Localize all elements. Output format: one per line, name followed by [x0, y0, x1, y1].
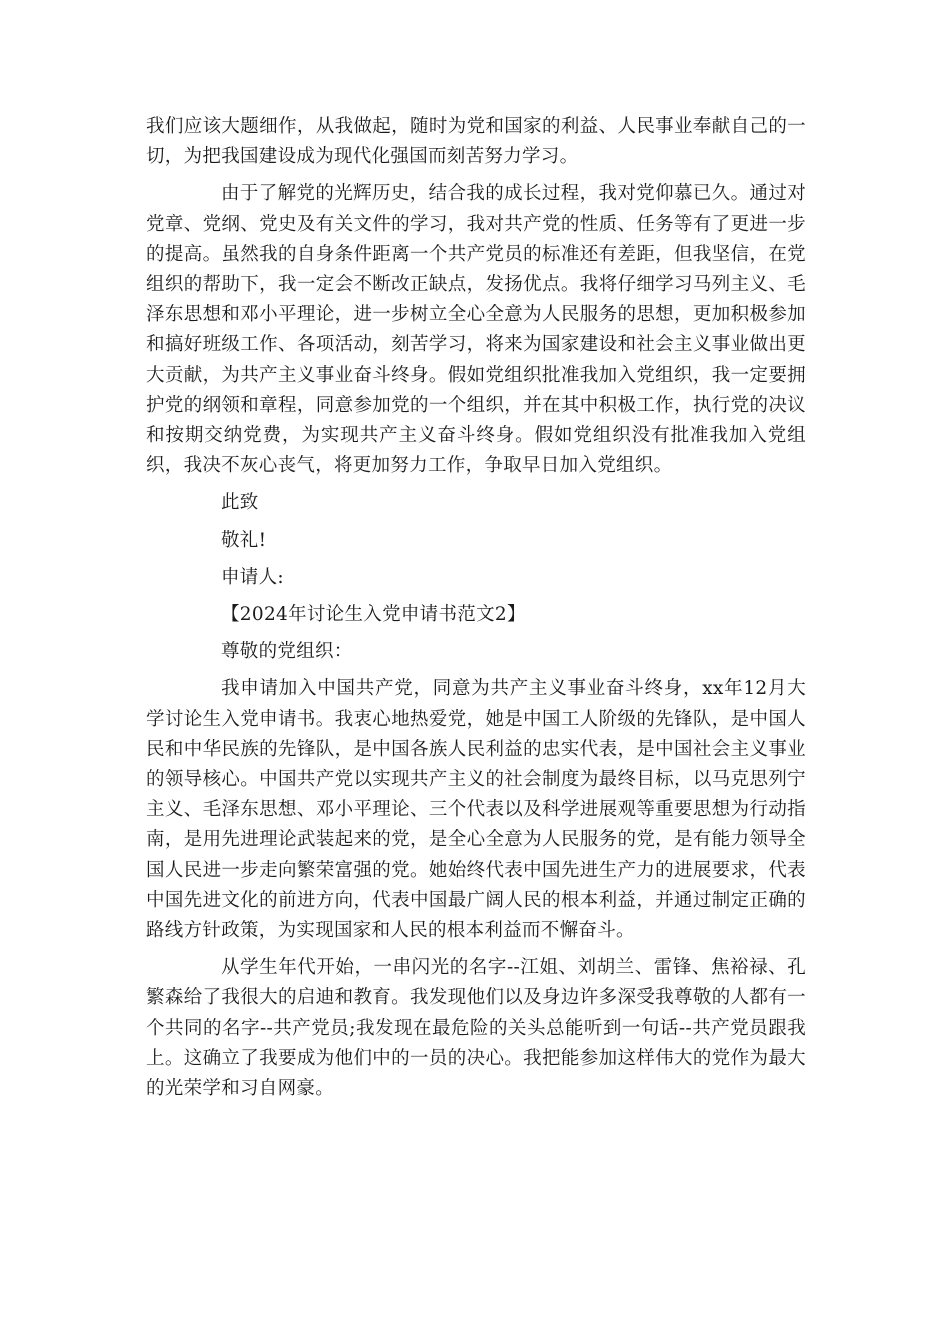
section-title: 【2024年讨论生入党申请书范文2】 [221, 604, 526, 626]
document-body [146, 112, 806, 1111]
paragraph-application: 我申请加入中国共产党，同意为共产主义事业奋斗终身，xx年12月大学讨论生入党申请书。我衷心地热爱党，她是中国工人阶级的先锋队，是中国人民和中华民族的先锋队，是中国各族人民利益的忠实代表，是中国社会主义事业的领导核心。中国共产党以实现共产主义的社会制度为最终目标，以马克思列宁主义、毛泽东思想、邓小平理论、三个代表以及科学进展观等重要思想为行动指南，是用先进理论武装起来的党，是全心全意为人民服务的党，是有能力领导全国人民进一步走向繁荣富强的党。她始终代表中国先进生产力的进展要求，代表中国先进文化的前进方向，代表中国最广阔人民的根本利益，并通过制定正确的路线方针政策，为实现国家和人民的根本利益而不懈奋斗。 [146, 678, 806, 942]
paragraph-party-understanding: 由于了解党的光辉历史，结合我的成长过程，我对党仰慕已久。通过对党章、党纲、党史及有关文件的学习，我对共产党的性质、任务等有了更进一步的提高。虽然我的自身条件距离一个共产党员的标准还有差距，但我坚信，在党组织的帮助下，我一定会不断改正缺点，发扬优点。我将仔细学习马列主义、毛泽东思想和邓小平理论，进一步树立全心全意为人民服务的思想，更加积极参加和搞好班级工作、各项活动，刻苦学习，将来为国家建设和社会主义事业做出更大贡献，为共产主义事业奋斗终身。假如党组织批准我加入党组织，我一定要拥护党的纲领和章程，同意参加党的一个组织，并在其中积极工作，执行党的决议和按期交纳党费，为实现共产主义奋斗终身。假如党组织没有批准我加入党组织，我决不灰心丧气，将更加努力工作，争取早日加入党组织。 [146, 183, 806, 477]
closing-respect: 敬礼! [221, 529, 267, 551]
applicant-signature-label: 申请人: [221, 566, 284, 588]
closing-salutation: 此致 [221, 492, 259, 514]
greeting: 尊敬的党组织： [221, 641, 353, 663]
paragraph-continuation: 我们应该大题细作，从我做起，随时为党和国家的利益、人民事业奉献自己的一切，为把我国建设成为现代化强国而刻苦努力学习。 [146, 116, 806, 168]
paragraph-role-models: 从学生年代开始，一串闪光的名字--江姐、刘胡兰、雷锋、焦裕禄、孔繁森给了我很大的启迪和教育。我发现他们以及身边许多深受我尊敬的人都有一个共同的名字--共产党员;我发现在最危险的关头总能听到一句话--共产党员跟我上。这确立了我要成为他们中的一员的决心。我把能参加这样伟大的党作为最大的光荣学和习自网豪。 [146, 957, 806, 1100]
